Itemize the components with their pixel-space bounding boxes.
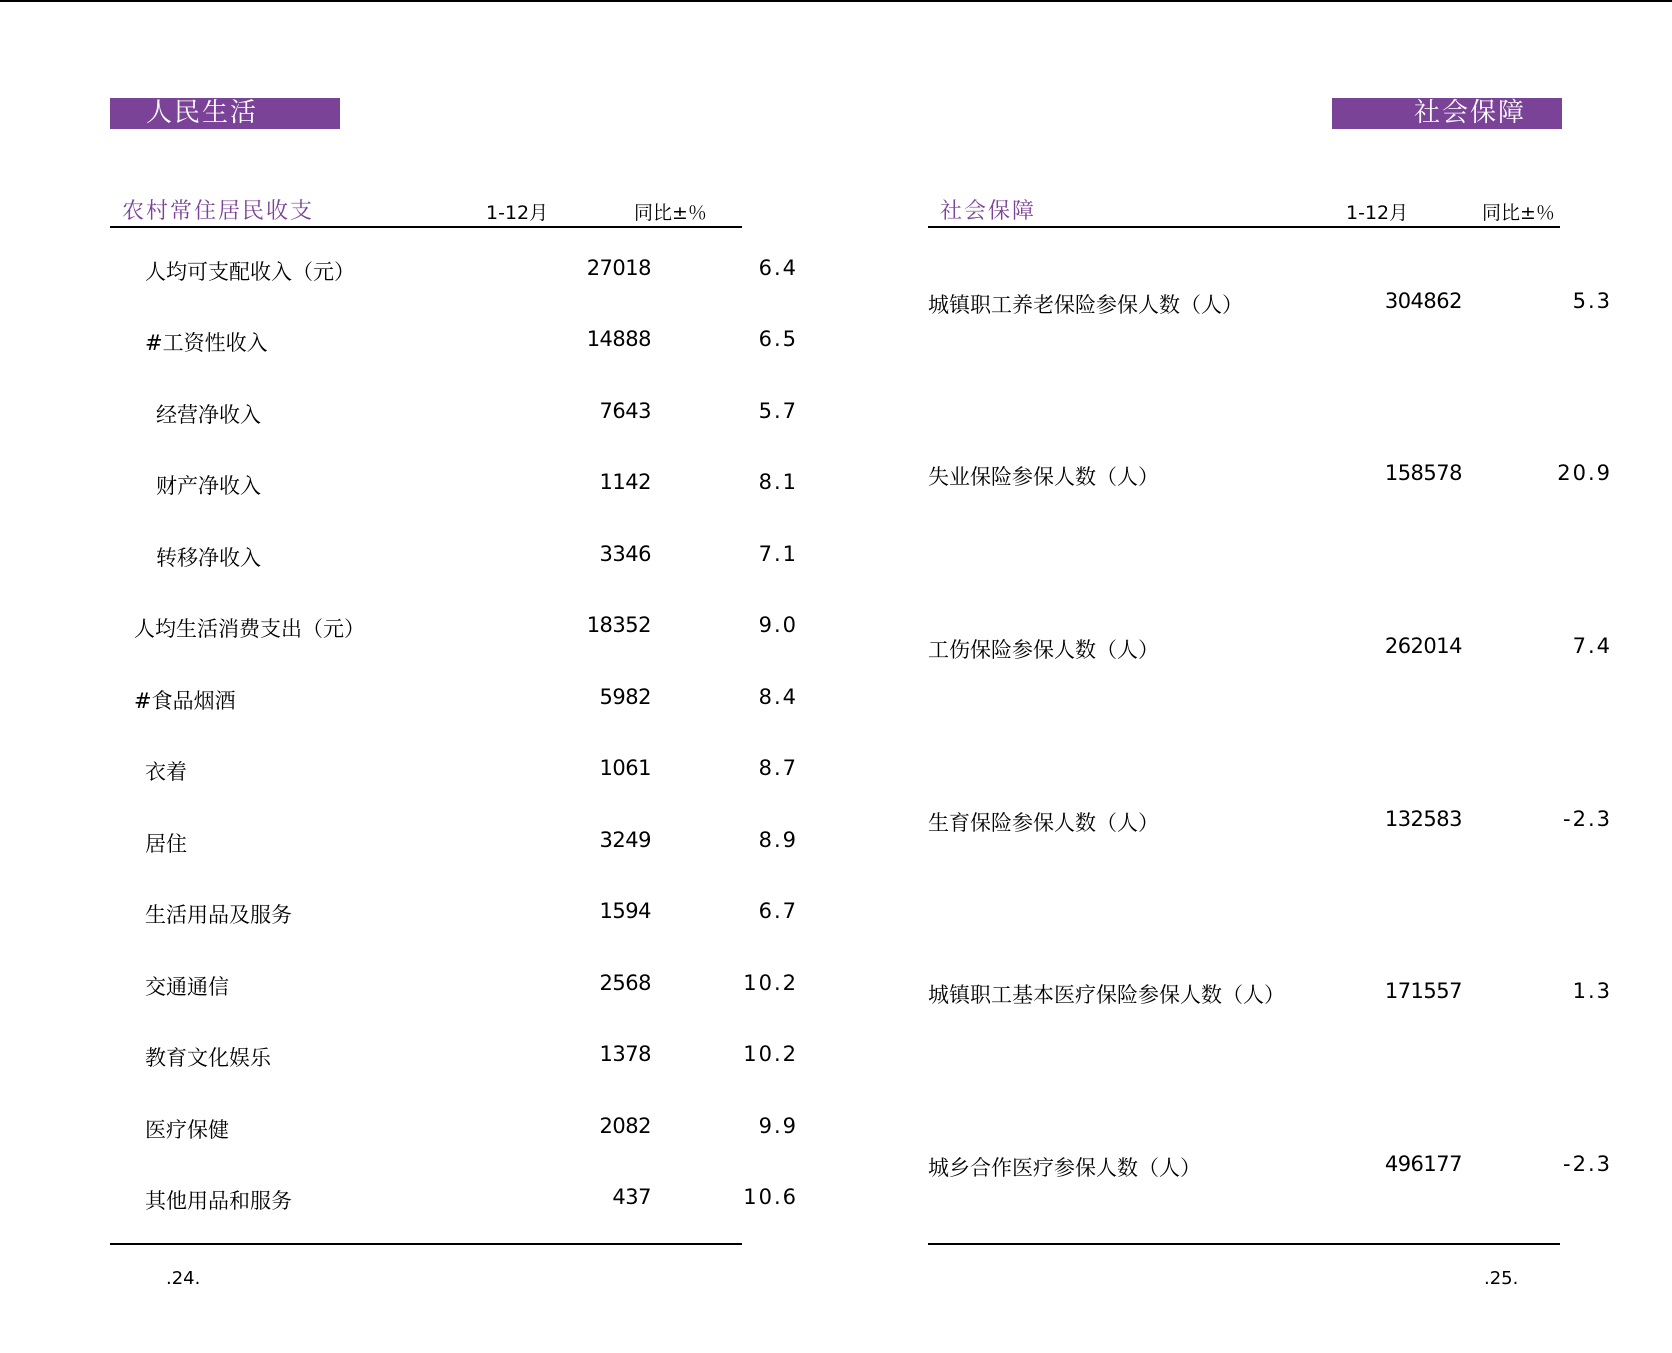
row-value: 1142 bbox=[599, 470, 651, 494]
row-value: 5982 bbox=[599, 685, 651, 709]
column-header-period: 1-12月 bbox=[486, 202, 549, 224]
table-row bbox=[928, 807, 1612, 837]
row-value: 1378 bbox=[599, 1042, 651, 1066]
row-yoy: 6.7 bbox=[758, 899, 798, 923]
table-header bbox=[928, 190, 1560, 228]
row-label: 人均生活消费支出（元） bbox=[134, 617, 365, 641]
row-label: 人均可支配收入（元） bbox=[145, 260, 355, 284]
table-row bbox=[110, 1185, 798, 1215]
row-yoy: -2.3 bbox=[1563, 1152, 1612, 1176]
table-row bbox=[110, 685, 798, 715]
table-row bbox=[110, 899, 798, 929]
row-label: 城镇职工基本医疗保险参保人数（人） bbox=[928, 983, 1285, 1007]
row-yoy: 9.0 bbox=[758, 613, 798, 637]
row-yoy: 6.5 bbox=[758, 327, 798, 351]
row-label: 衣着 bbox=[145, 760, 187, 784]
row-value: 262014 bbox=[1384, 634, 1462, 658]
table-row bbox=[110, 828, 798, 858]
row-yoy: 8.9 bbox=[758, 828, 798, 852]
page-number: .25. bbox=[1484, 1268, 1519, 1289]
table-row bbox=[110, 1114, 798, 1144]
table-row bbox=[110, 327, 798, 357]
row-yoy: 6.4 bbox=[758, 256, 798, 280]
column-header-period: 1-12月 bbox=[1346, 202, 1409, 224]
row-value: 171557 bbox=[1384, 979, 1462, 1003]
row-value: 3346 bbox=[599, 542, 651, 566]
row-label: 经营净收入 bbox=[156, 403, 261, 427]
row-yoy: 7.1 bbox=[758, 542, 798, 566]
row-yoy: 5.7 bbox=[758, 399, 798, 423]
row-yoy: 20.9 bbox=[1557, 461, 1612, 485]
row-value: 437 bbox=[612, 1185, 651, 1209]
row-label: 其他用品和服务 bbox=[145, 1189, 292, 1213]
row-value: 304862 bbox=[1384, 289, 1462, 313]
table-row bbox=[110, 399, 798, 429]
table-row bbox=[928, 289, 1612, 319]
table-row bbox=[110, 756, 798, 786]
row-yoy: 8.4 bbox=[758, 685, 798, 709]
row-yoy: 10.2 bbox=[743, 1042, 798, 1066]
row-label: 生活用品及服务 bbox=[145, 903, 292, 927]
row-value: 2568 bbox=[599, 971, 651, 995]
row-yoy: 10.2 bbox=[743, 971, 798, 995]
table-title: 社会保障 bbox=[940, 199, 1037, 224]
row-yoy: 1.3 bbox=[1572, 979, 1612, 1003]
row-value: 132583 bbox=[1384, 807, 1462, 831]
row-label: 生育保险参保人数（人） bbox=[928, 811, 1159, 835]
table-row bbox=[110, 971, 798, 1001]
row-value: 14888 bbox=[586, 327, 651, 351]
row-label: 失业保险参保人数（人） bbox=[928, 465, 1159, 489]
row-yoy: -2.3 bbox=[1563, 807, 1612, 831]
row-yoy: 10.6 bbox=[743, 1185, 798, 1209]
row-value: 1061 bbox=[599, 756, 651, 780]
row-value: 1594 bbox=[599, 899, 651, 923]
row-label: #工资性收入 bbox=[145, 331, 268, 355]
table-bottom-rule bbox=[110, 1243, 742, 1245]
row-value: 27018 bbox=[586, 256, 651, 280]
row-label: 城镇职工养老保险参保人数（人） bbox=[928, 293, 1243, 317]
row-label: #食品烟酒 bbox=[134, 689, 236, 713]
row-value: 7643 bbox=[599, 399, 651, 423]
column-header-yoy: 同比±％ bbox=[1482, 202, 1555, 224]
table-bottom-rule bbox=[928, 1243, 1560, 1245]
table-row bbox=[110, 542, 798, 572]
table-row bbox=[928, 1152, 1612, 1182]
table-header bbox=[110, 190, 742, 228]
row-label: 城乡合作医疗参保人数（人） bbox=[928, 1156, 1201, 1180]
table-row bbox=[928, 979, 1612, 1009]
table-title: 农村常住居民收支 bbox=[122, 199, 315, 224]
row-label: 交通通信 bbox=[145, 975, 229, 999]
row-value: 2082 bbox=[599, 1114, 651, 1138]
table-row bbox=[928, 461, 1612, 491]
table-row bbox=[110, 613, 798, 643]
column-header-yoy: 同比±％ bbox=[634, 202, 707, 224]
row-label: 工伤保险参保人数（人） bbox=[928, 638, 1159, 662]
section-banner: 社会保障 bbox=[1332, 98, 1562, 129]
row-label: 医疗保健 bbox=[145, 1118, 229, 1142]
row-value: 18352 bbox=[586, 613, 651, 637]
row-label: 教育文化娱乐 bbox=[145, 1046, 271, 1070]
row-value: 496177 bbox=[1384, 1152, 1462, 1176]
row-yoy: 8.7 bbox=[758, 756, 798, 780]
row-label: 转移净收入 bbox=[156, 546, 261, 570]
table-row bbox=[110, 1042, 798, 1072]
table-row bbox=[110, 256, 798, 286]
row-yoy: 7.4 bbox=[1572, 634, 1612, 658]
page-number: .24. bbox=[166, 1268, 201, 1289]
row-value: 3249 bbox=[599, 828, 651, 852]
row-yoy: 9.9 bbox=[758, 1114, 798, 1138]
right-page bbox=[836, 2, 1672, 1353]
row-label: 财产净收入 bbox=[156, 474, 261, 498]
row-label: 居住 bbox=[145, 832, 187, 856]
table-row bbox=[928, 634, 1612, 664]
row-yoy: 8.1 bbox=[758, 470, 798, 494]
section-banner: 人民生活 bbox=[110, 98, 340, 129]
row-value: 158578 bbox=[1384, 461, 1462, 485]
table-row bbox=[110, 470, 798, 500]
left-page bbox=[0, 2, 836, 1353]
row-yoy: 5.3 bbox=[1572, 289, 1612, 313]
